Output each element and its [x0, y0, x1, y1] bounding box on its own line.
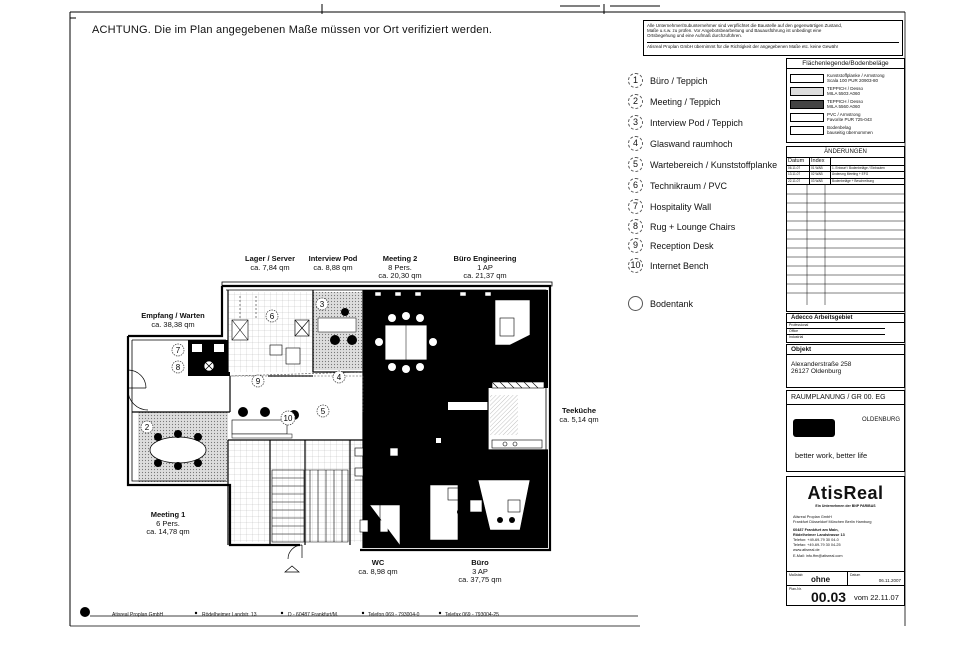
- room-buero: Büro 3 AP ca. 37,75 qm: [458, 558, 502, 584]
- object-box: Objekt Alexanderstraße 258 26127 Oldenburg: [786, 344, 905, 388]
- footer-company: Atisreal Proplan GmbH: [112, 612, 164, 618]
- plan-title-box: RAUMPLANUNG / GR 00. EG OLDENBURG better work, better life: [786, 390, 905, 472]
- footer-phone: Telefon 069 - 793004-0: [368, 612, 420, 618]
- room-meeting-2: Meeting 2 8 Pers. ca. 20,30 qm: [378, 254, 422, 280]
- legend-item-bodentank: Bodentank: [628, 296, 693, 311]
- legend-item-2: 2 Meeting / Teppich: [628, 94, 720, 109]
- plan-marker-2: [141, 421, 153, 433]
- legend-item-7: 7 Hospitality Wall: [628, 199, 711, 214]
- svg-text:8: 8: [175, 363, 181, 372]
- legend-item-5: 5 Wartebereich / Kunststoffplanke: [628, 157, 777, 172]
- room-wc: WC ca. 8,98 qm: [358, 558, 398, 576]
- notice-box: Alle Unternehmer/Subunternehmer sind verpflichtet die Baustelle auf den gegenwärtigen Zustand, Maße u.s.w. zu prüfen. Vor Angebotsbearbeitung und Bauausführung ist unbedingt eine Ortsbegehung und eine Aufmaß durchzuführen. Atisreal Proplan GmbH übernimmt für die Richtigkeit der angegebenen Maße etc. keine Gewähr: [643, 20, 903, 56]
- flooring-legend: Flächenlegende/Bodenbeläge Kunststoffplanke / Armstrong Scala 100 PUR 20903-80 TEPPICH / Desso MILA 5503 A060 TEPPICH / Desso MILA 5560 A060 PVC / Armstrong Favorite PUR 725-043 Bodenbelag bauseitig übernommen: [786, 58, 905, 143]
- svg-text:7: 7: [175, 346, 181, 355]
- svg-text:3: 3: [319, 300, 325, 309]
- footer-fax: Telefax 069 - 793004-25: [445, 612, 499, 618]
- svg-text:9: 9: [255, 377, 261, 386]
- changes-grid: [787, 185, 904, 305]
- plan-marker-9: [252, 375, 264, 387]
- plan-marker-8: [172, 361, 184, 373]
- bodentank-icon: [628, 296, 643, 311]
- svg-text:6: 6: [269, 312, 275, 321]
- company-box: AtisReal Ein Unternehmen der BNP PARIBAS Atisreal Proplan GmbH Frankfurt Düsseldorf München Berlin Hamburg 60487 Frankfurt am Main, Rödelheimer Landstrasse 13 Telefon: +49-69-79 30 04-0 Telefax: +49-69-79 30 04-25 www.atisreal.de E-Mail: info.ffm@atisreal.com Maßstab ohne Datum 06.11.2007 Plan-Nr. 00.03 vom 22.11.07: [786, 476, 905, 606]
- svg-text:10: 10: [283, 414, 293, 423]
- room-buero-engineering: Büro Engineering 1 AP ca. 21,37 qm: [453, 254, 517, 280]
- room-interview-pod: Interview Pod ca. 8,88 qm: [308, 254, 358, 272]
- changes-table: ÄNDERUNGEN Datum Index 06.11.07 01 WAB 1. Entwurf / Bodenbeläge / Einbauten 13.11.07 02 WAB Änderung Meeting + EFG 22.11.07 03 WAB Bodenbeläge + Beschreibung: [786, 146, 905, 312]
- area-box: Adecco Arbeitsgebiet Professional Office Industrial: [786, 313, 905, 343]
- svg-text:4: 4: [336, 373, 342, 382]
- svg-text:5: 5: [320, 407, 326, 416]
- plan-marker-5: [317, 405, 329, 417]
- atisreal-logo: AtisReal: [807, 483, 884, 503]
- room-lager-server: Lager / Server ca. 7,84 qm: [244, 254, 296, 272]
- legend-item-10: 10 Internet Bench: [628, 258, 709, 273]
- warning-text: ACHTUNG. Die im Plan angegebenen Maße müssen vor Ort verifiziert werden.: [92, 24, 493, 36]
- legend-item-1: 1 Büro / Teppich: [628, 73, 707, 88]
- plan-marker-4: [333, 371, 345, 383]
- room-meeting-1: Meeting 1 6 Pers. ca. 14,78 qm: [146, 510, 190, 536]
- plan-marker-6: [266, 310, 278, 322]
- room-teekueche: Teeküche ca. 5,14 qm: [559, 406, 599, 424]
- plan-marker-3: [316, 298, 328, 310]
- footer-city: D - 60487 Frankfurt/M.: [288, 612, 339, 618]
- legend-item-8: 8 Rug + Lounge Chairs: [628, 219, 735, 234]
- legend-item-3: 3 Interview Pod / Teppich: [628, 115, 743, 130]
- plan-marker-7: [172, 344, 184, 356]
- room-empfang: Empfang / Warten ca. 38,38 qm: [141, 311, 205, 329]
- legend-item-6: 6 Technikraum / PVC: [628, 178, 727, 193]
- adecco-logo: [793, 419, 835, 437]
- plan-marker-10: [281, 411, 295, 425]
- legend-item-9: 9 Reception Desk: [628, 238, 714, 253]
- footer-street: Rödelheimer Landstr. 13: [202, 612, 257, 618]
- legend-item-4: 4 Glaswand raumhoch: [628, 136, 733, 151]
- svg-text:2: 2: [144, 423, 150, 432]
